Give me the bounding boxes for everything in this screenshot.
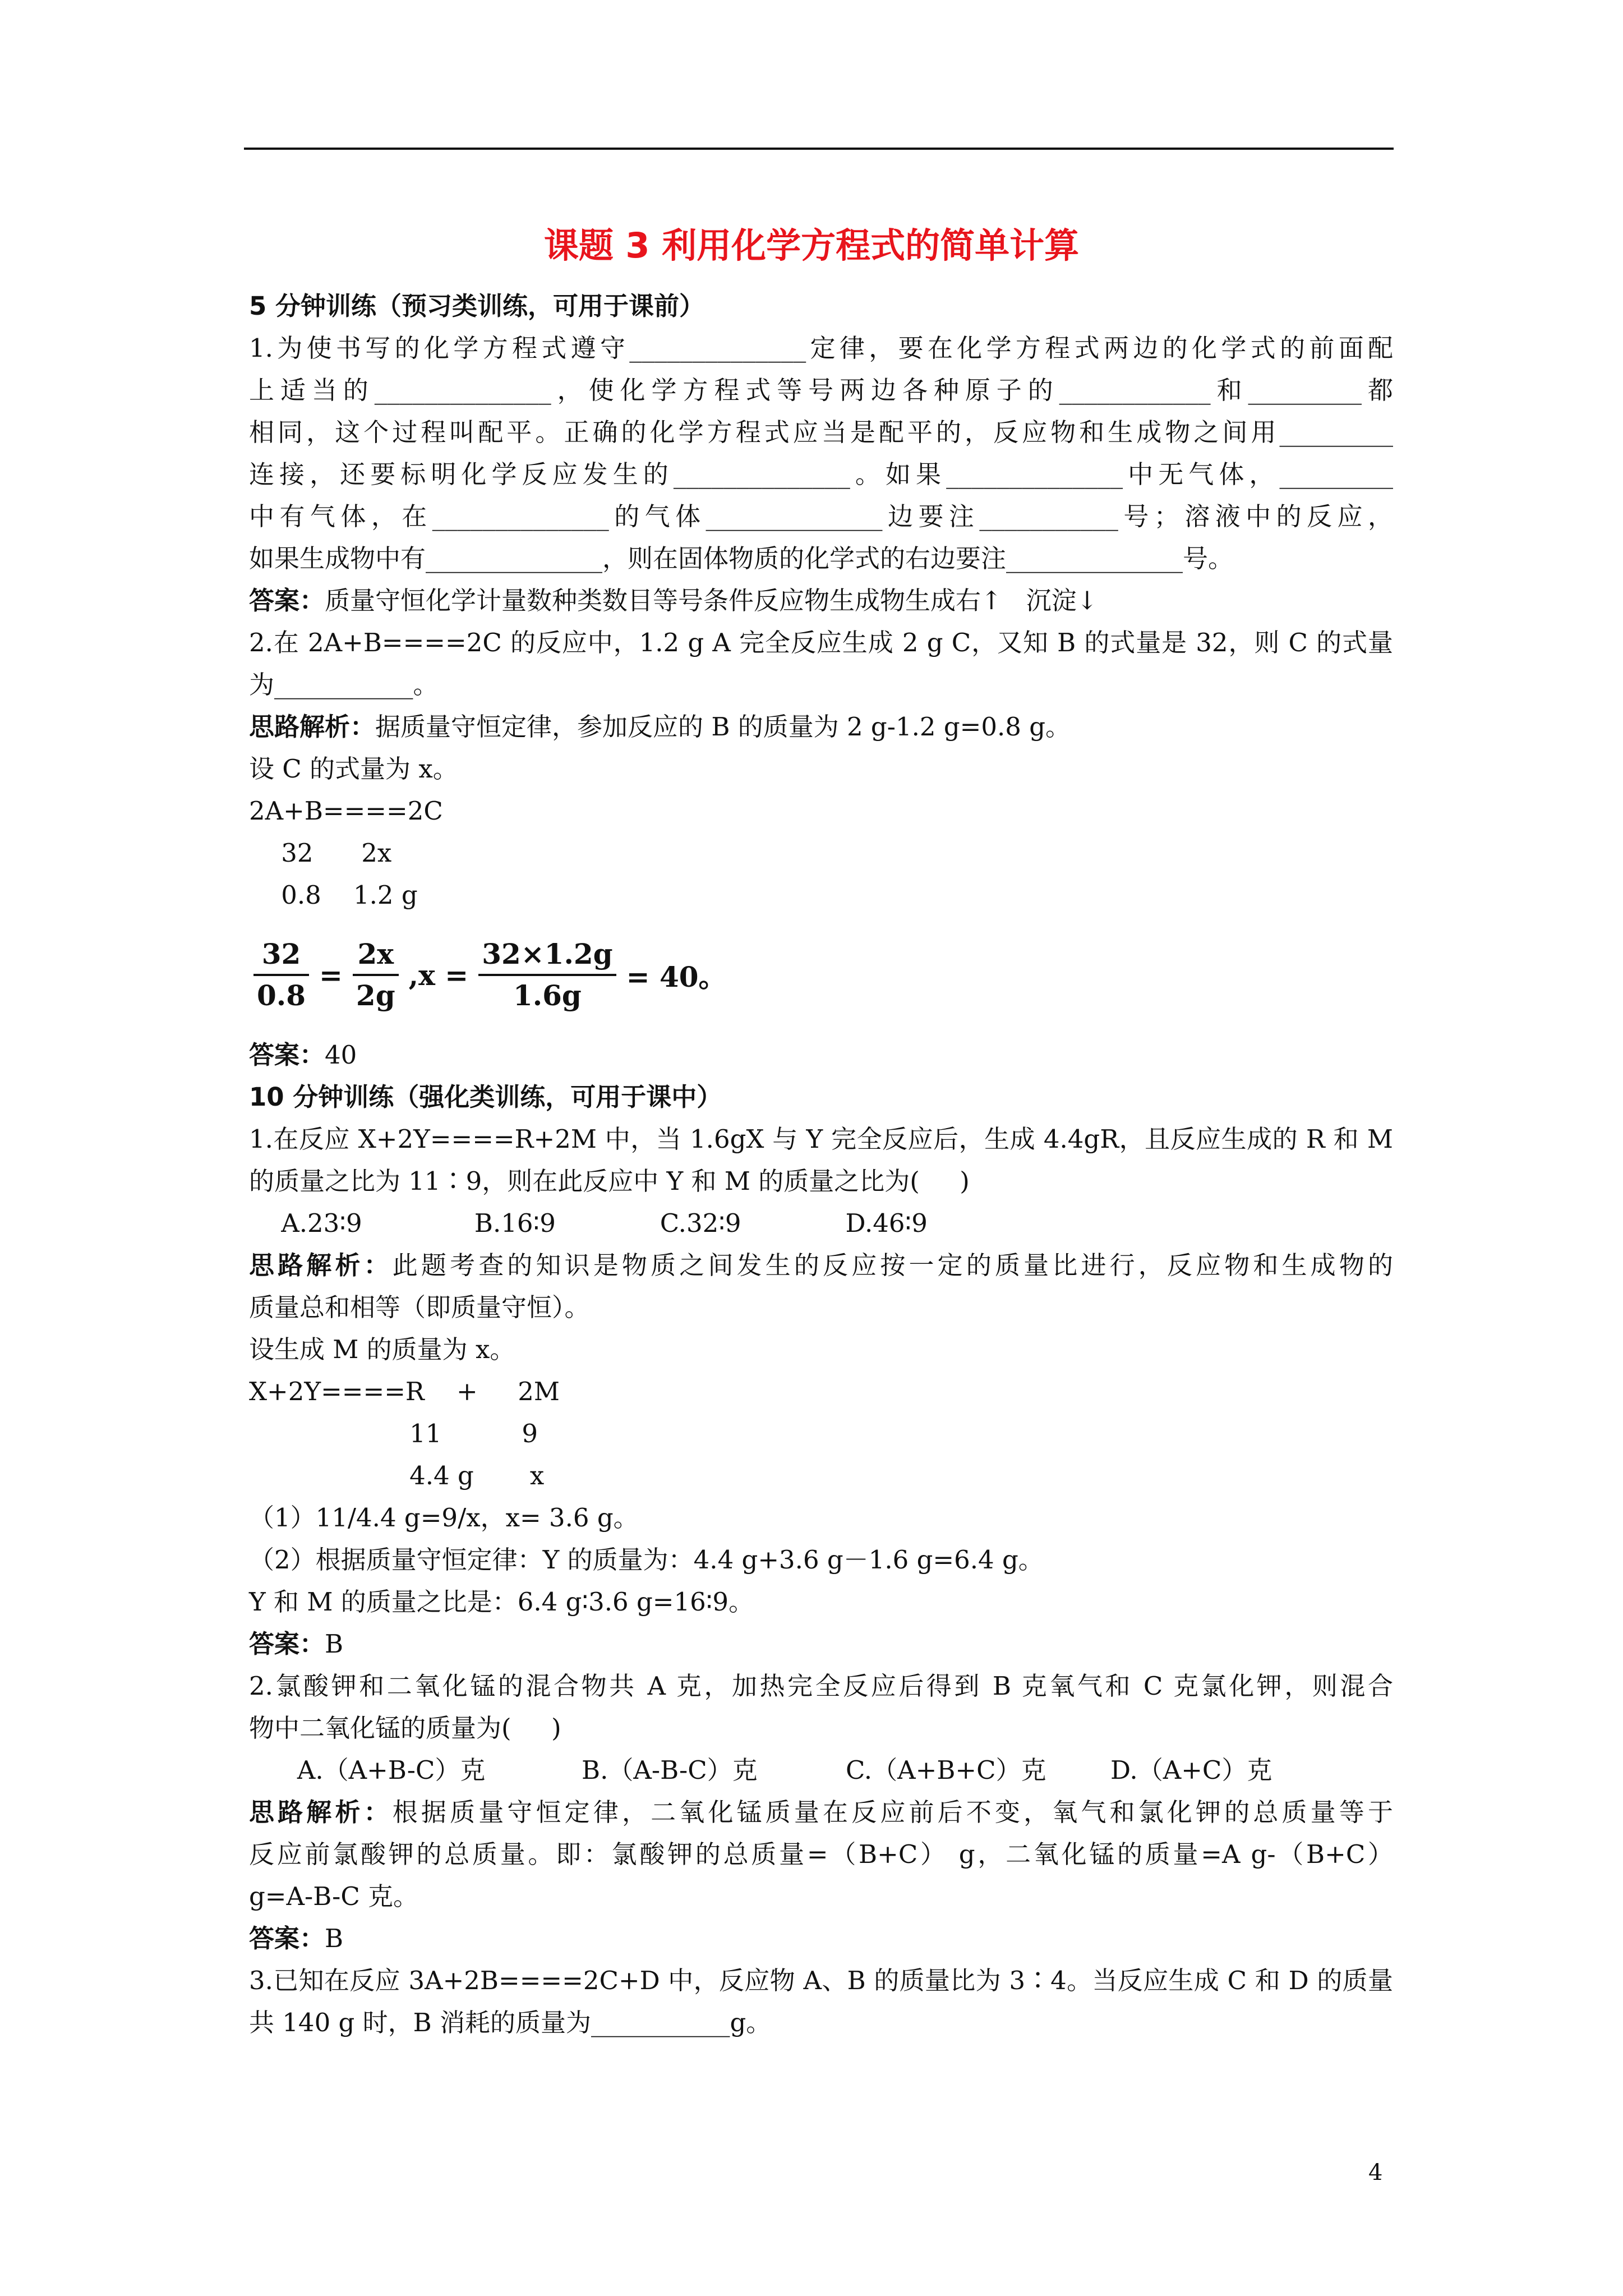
answer-text: 40 [325,1040,357,1070]
question-1-line: 相同，这个过程叫配平。正确的化学方程式应当是配平的，反应物和生成物之间用_________ [249,417,1393,447]
question-2-line: 为___________。 [249,670,439,700]
answer-line [249,579,1393,622]
question-3-line: 3.已知在反应 3A+2B====2C+D 中，反应物 A、B 的质量比为 3∶4。当反应生成 C 和 D 的质量 [249,1966,1393,1995]
equation-values: 0.8 1.2 g [249,880,418,910]
analysis-line: g=A-B-C 克。 [249,1881,419,1911]
work-line: （1）11/4.4 g=9/x，x= 3.6 g。 [249,1503,639,1533]
question-3-line: 共 140 g 时，B 消耗的质量为___________g。 [249,2008,772,2037]
answer-label: 答案： [249,1629,325,1659]
page-number: 4 [1368,2160,1383,2185]
denominator: 0.8 [257,979,306,1012]
answer-text: 质量守恒化学计量数种类数目等号条件反应物生成物生成右↑ 沉淀↓ [325,586,1098,615]
analysis-line: 反应前氯酸钾的总质量。即：氯酸钾的总质量=（B+C） g，二氧化锰的质量=A g-（B+C） [249,1839,1393,1869]
numerator: 32×1.2g [482,937,613,970]
fraction [478,935,616,1015]
question-1-line: 1.为使书写的化学方程式遵守______________定律，要在化学方程式两边的化学式的前面配 [249,333,1393,363]
analysis-text: 根据质量守恒定律，二氧化锰质量在反应前后不变，氧气和氯化钾的总质量等于 [392,1797,1393,1827]
question-2-line: 2.氯酸钾和二氧化锰的混合物共 A 克，加热完全反应后得到 B 克氧气和 C 克氯化钾，则混合 [249,1671,1393,1701]
analysis-line [249,1791,1393,1833]
answer-line [249,1917,1393,1959]
question-1-line: 的质量之比为 11∶9，则在此反应中 Y 和 M 的质量之比为( ) [249,1166,970,1196]
header-rule [244,148,1394,150]
document-body [249,285,1393,2044]
work-line: Y 和 M 的质量之比是：6.4 g∶3.6 g=16∶9。 [249,1587,754,1617]
proportion-formula [249,927,1393,1023]
equation-line: X+2Y====R + 2M [249,1377,560,1406]
question-1-line: 上适当的______________，使化学方程式等号两边各种原子的____________和_________都 [249,375,1393,405]
analysis-line [249,1244,1393,1286]
numerator: 2x [357,937,394,970]
question-2-line: 2.在 2A+B====2C 的反应中，1.2 g A 完全反应生成 2 g C，又知 B 的式量是 32，则 C 的式量 [249,628,1394,657]
equation-values: 4.4 g x [249,1461,545,1490]
analysis-text: 此题考查的知识是物质之间发生的反应按一定的质量比进行，反应物和生成物的 [392,1250,1393,1280]
denominator: 1.6g [513,979,582,1012]
equation-values: 11 9 [249,1419,538,1448]
fraction [353,935,399,1015]
equation-line: 2A+B====2C [249,796,443,826]
result: = 40。 [626,960,727,993]
options-line: A.（A+B-C）克 B.（A-B-C）克 C.（A+B+C）克 D.（A+C）克 [249,1755,1272,1785]
question-1-line: 1.在反应 X+2Y====R+2M 中，当 1.6gX 与 Y 完全反应后，生成 4.4gR，且反应生成的 R 和 M [249,1124,1393,1154]
analysis-line [249,706,1393,748]
equals-sign: = [319,958,343,992]
equation-values: 32 2x [249,838,392,868]
section-heading-5min: 5 分钟训练（预习类训练，可用于课前） [249,291,704,321]
answer-text: B [325,1924,344,1953]
numerator: 32 [261,937,301,970]
question-2-line: 物中二氧化锰的质量为( ) [249,1713,561,1743]
answer-label: 答案： [249,1924,325,1953]
answer-label: 答案： [249,586,325,615]
work-line: 设 C 的式量为 x。 [249,754,458,784]
answer-line [249,1623,1393,1665]
section-heading-10min: 10 分钟训练（强化类训练，可用于课中） [249,1082,722,1112]
fraction [253,935,309,1015]
comma-x: ,x = [408,958,469,992]
answer-line [249,1034,1393,1076]
answer-text: B [325,1629,344,1659]
analysis-label: 思路解析： [249,712,376,742]
analysis-label: 思路解析： [249,1250,393,1280]
answer-label: 答案： [249,1040,325,1070]
analysis-text: 据质量守恒定律，参加反应的 B 的质量为 2 g-1.2 g=0.8 g。 [375,712,1071,742]
analysis-label: 思路解析： [249,1797,393,1827]
options-line: A.23∶9 B.16∶9 C.32∶9 D.46∶9 [249,1208,928,1238]
work-line: （2）根据质量守恒定律：Y 的质量为：4.4 g+3.6 g－1.6 g=6.4 g。 [249,1545,1044,1575]
denominator: 2g [356,979,395,1012]
work-line: 设生成 M 的质量为 x。 [249,1335,515,1364]
question-1-line: 连接，还要标明化学反应发生的______________。如果______________中无气体，_________ [249,459,1393,489]
question-1-line: 如果生成物中有______________，则在固体物质的化学式的右边要注______________号。 [249,544,1234,573]
question-1-line: 中有气体，在______________的气体______________边要注___________号；溶液中的反应， [249,501,1393,531]
analysis-line: 质量总和相等（即质量守恒）。 [249,1292,590,1322]
page-title: 课题 3 利用化学方程式的简单计算 [543,225,1080,266]
